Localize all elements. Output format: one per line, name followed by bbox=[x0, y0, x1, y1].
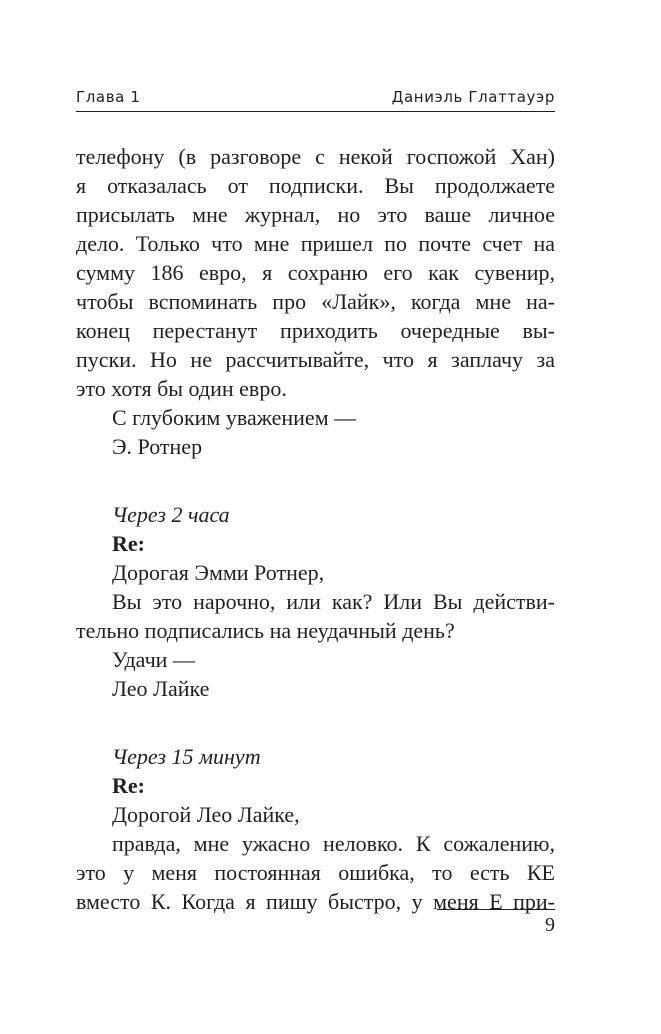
email-subject: Re: bbox=[112, 531, 145, 556]
page-body bbox=[76, 142, 555, 916]
text-line: я отказалась от подписки. Вы продолжаете bbox=[76, 173, 555, 198]
time-marker: Через 2 часа bbox=[112, 502, 230, 527]
page-number: 9 bbox=[545, 914, 555, 936]
letter-signature: Лео Лайке bbox=[112, 676, 210, 701]
text-line: телефону (в разговоре с некой госпожой Хан) bbox=[76, 144, 555, 169]
email-subject: Re: bbox=[112, 773, 145, 798]
text-line: пуски. Но не рассчитывайте, что я заплачу за bbox=[76, 347, 555, 372]
time-marker: Через 15 минут bbox=[112, 744, 261, 769]
footer-rule bbox=[437, 909, 555, 910]
running-header bbox=[76, 88, 555, 108]
chapter-title: Глава 1 bbox=[76, 88, 141, 106]
text-line: это хотя бы один евро. bbox=[76, 376, 287, 401]
section-gap bbox=[76, 461, 555, 500]
text-line: конец перестанут приходить очередные вы- bbox=[76, 318, 555, 343]
text-line: чтобы вспоминать про «Лайк», когда мне на- bbox=[76, 289, 555, 314]
text-line: вместо К. Когда я пишу быстро, у меня Е при- bbox=[76, 889, 555, 914]
section-gap bbox=[76, 703, 555, 742]
letter-greeting: Дорогая Эмми Ротнер, bbox=[112, 560, 325, 585]
text-line: тельно подписались на неудачный день? bbox=[76, 618, 455, 643]
text-line: это у меня постоянная ошибка, то есть КЕ bbox=[76, 860, 555, 885]
letter-closing: Удачи — bbox=[112, 647, 195, 672]
letter-signature: Э. Ротнер bbox=[112, 434, 203, 459]
text-line: сумму 186 евро, я сохраню его как сувенир, bbox=[76, 260, 555, 285]
book-author: Даниэль Глаттауэр bbox=[391, 88, 555, 106]
text-line: Вы это нарочно, или как? Или Вы действи- bbox=[112, 589, 555, 614]
letter-closing: С глубоким уважением — bbox=[112, 405, 357, 430]
header-rule bbox=[76, 111, 555, 112]
text-line: присылать мне журнал, но это ваше личное bbox=[76, 202, 555, 227]
text-line: правда, мне ужасно неловко. К сожалению, bbox=[112, 831, 555, 856]
letter-greeting: Дорогой Лео Лайке, bbox=[112, 802, 300, 827]
text-line: дело. Только что мне пришел по почте счет на bbox=[76, 231, 555, 256]
